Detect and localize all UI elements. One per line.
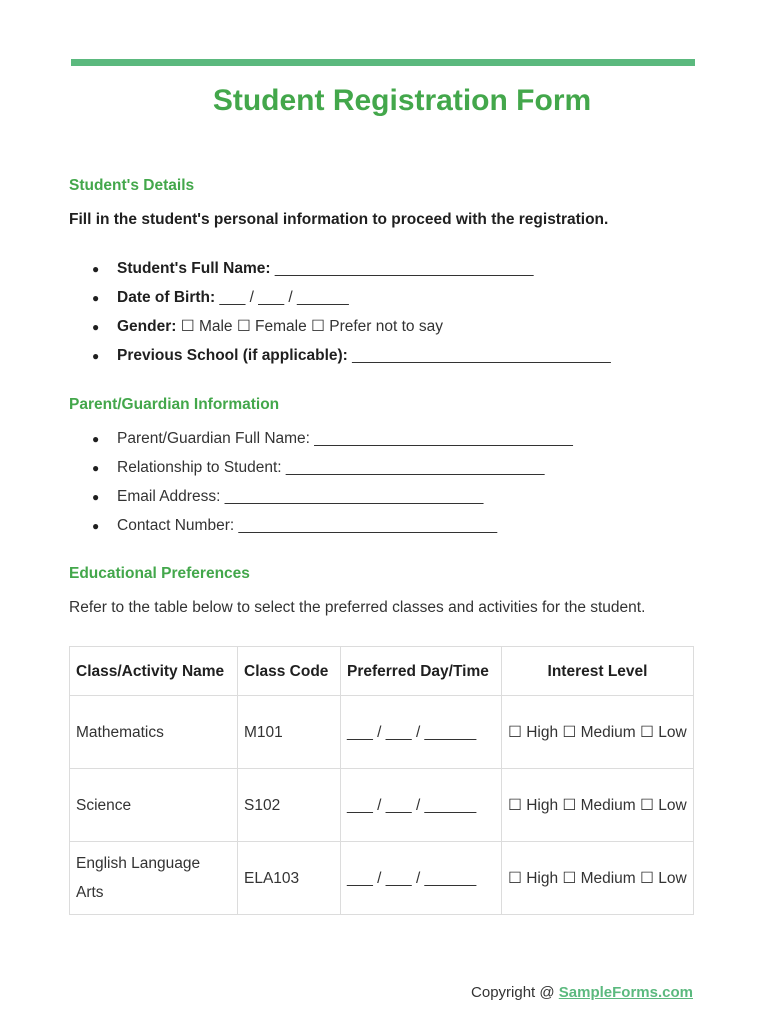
bullet-icon: ● [92,490,100,504]
table-header-row [70,647,694,696]
field-label: Student's Full Name: [117,260,271,277]
interest-level-cell[interactable]: ☐ High ☐ Medium ☐ Low [502,842,694,915]
educational-preferences-heading: Educational Preferences [69,565,250,582]
parent-info-heading: Parent/Guardian Information [69,396,280,413]
field-value[interactable]: ______________________________ [220,488,484,505]
educational-preferences-intro: Refer to the table below to select the preferred classes and activities for the student. [69,599,646,616]
bullet-icon: ● [92,519,100,533]
preferred-time-cell[interactable]: ___ / ___ / ______ [341,769,502,842]
interest-level-cell[interactable]: ☐ High ☐ Medium ☐ Low [502,769,694,842]
bullet-icon: ● [92,432,100,446]
page-title: Student Registration Form [212,84,592,117]
field-value[interactable]: ______________________________ [309,430,573,447]
class-name-cell: Science [70,769,238,842]
column-header: Preferred Day/Time [341,647,502,696]
field-value[interactable]: ______________________________ [234,517,498,534]
bullet-icon: ● [92,291,100,305]
field-label: Contact Number: [117,517,235,534]
column-header: Class Code [238,647,341,696]
table-row [70,696,694,769]
class-name-cell: Mathematics [70,696,238,769]
list-item [92,458,573,487]
preferred-time-cell[interactable]: ___ / ___ / ______ [341,696,502,769]
column-header: Interest Level [502,647,694,696]
students-details-heading: Student's Details [69,177,195,194]
parent-info-list [92,429,573,545]
class-code-cell: M101 [238,696,341,769]
field-label: Previous School (if applicable): [117,347,348,364]
bullet-icon: ● [92,262,100,276]
class-code-cell: S102 [238,769,341,842]
table-row [70,769,694,842]
list-item [92,259,611,288]
field-value[interactable]: ___ / ___ / ______ [215,289,349,306]
list-item [92,317,611,346]
class-code-cell: ELA103 [238,842,341,915]
list-item [92,487,573,516]
field-value[interactable]: ______________________________ [281,459,545,476]
field-value[interactable]: ______________________________ [270,260,534,277]
class-name-cell: English Language Arts [70,842,238,915]
preferences-table [69,646,694,915]
field-label: Date of Birth: [117,289,216,306]
interest-level-cell[interactable]: ☐ High ☐ Medium ☐ Low [502,696,694,769]
top-accent-bar [71,59,695,66]
list-item [92,288,611,317]
sampleforms-link[interactable]: SampleForms.com [558,984,693,1001]
copyright-text: Copyright @ [471,984,559,1001]
students-details-intro: Fill in the student's personal information to proceed with the registration. [69,211,609,228]
students-details-list [92,259,611,375]
list-item [92,346,611,375]
field-label: Relationship to Student: [117,459,282,476]
bullet-icon: ● [92,349,100,363]
field-label: Parent/Guardian Full Name: [117,430,310,447]
list-item [92,516,573,545]
field-value[interactable]: ______________________________ [347,347,611,364]
bullet-icon: ● [92,461,100,475]
column-header: Class/Activity Name [70,647,238,696]
field-label: Gender: [117,318,177,335]
field-value[interactable]: ☐ Male ☐ Female ☐ Prefer not to say [176,318,443,335]
footer-copyright [471,983,693,1003]
preferred-time-cell[interactable]: ___ / ___ / ______ [341,842,502,915]
bullet-icon: ● [92,320,100,334]
table-row [70,842,694,915]
list-item [92,429,573,458]
field-label: Email Address: [117,488,221,505]
